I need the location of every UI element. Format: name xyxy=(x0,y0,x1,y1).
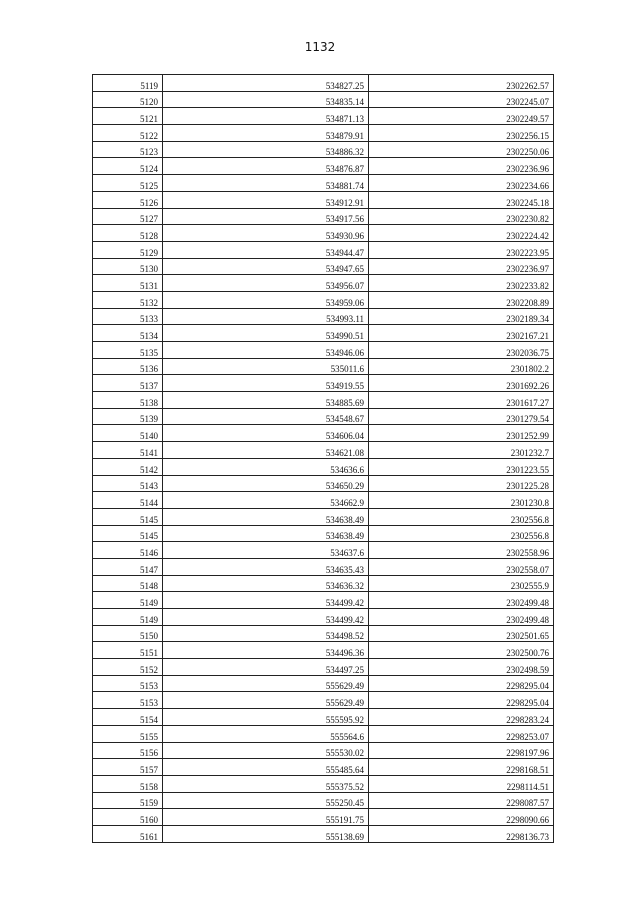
table-row xyxy=(93,91,554,108)
point-id-cell: 5140 xyxy=(93,425,163,442)
x-coordinate-cell: 534621.08 xyxy=(163,442,369,459)
point-id-cell: 5129 xyxy=(93,241,163,258)
table-row xyxy=(93,508,554,525)
table-row xyxy=(93,442,554,459)
point-id-cell: 5121 xyxy=(93,108,163,125)
point-id-cell: 5149 xyxy=(93,592,163,609)
table-row xyxy=(93,675,554,692)
x-coordinate-cell: 534886.32 xyxy=(163,141,369,158)
y-coordinate-cell: 2302558.07 xyxy=(369,558,554,575)
x-coordinate-cell: 534662.9 xyxy=(163,492,369,509)
point-id-cell: 5151 xyxy=(93,642,163,659)
table-row xyxy=(93,208,554,225)
table-row xyxy=(93,291,554,308)
y-coordinate-cell: 2302167.21 xyxy=(369,325,554,342)
x-coordinate-cell: 534638.49 xyxy=(163,525,369,542)
table-row xyxy=(93,609,554,626)
table-row xyxy=(93,408,554,425)
x-coordinate-cell: 534606.04 xyxy=(163,425,369,442)
y-coordinate-cell: 2302234.66 xyxy=(369,175,554,192)
y-coordinate-cell: 2302189.34 xyxy=(369,308,554,325)
x-coordinate-cell: 555564.6 xyxy=(163,725,369,742)
table-row xyxy=(93,709,554,726)
x-coordinate-cell: 555530.02 xyxy=(163,742,369,759)
point-id-cell: 5133 xyxy=(93,308,163,325)
x-coordinate-cell: 534871.13 xyxy=(163,108,369,125)
x-coordinate-cell: 534548.67 xyxy=(163,408,369,425)
x-coordinate-cell: 534636.32 xyxy=(163,575,369,592)
y-coordinate-cell: 2302262.57 xyxy=(369,75,554,92)
y-coordinate-cell: 2301692.26 xyxy=(369,375,554,392)
x-coordinate-cell: 534879.91 xyxy=(163,125,369,142)
x-coordinate-cell: 555485.64 xyxy=(163,759,369,776)
point-id-cell: 5139 xyxy=(93,408,163,425)
table-row xyxy=(93,659,554,676)
table-row xyxy=(93,275,554,292)
y-coordinate-cell: 2298168.51 xyxy=(369,759,554,776)
y-coordinate-cell: 2302224.42 xyxy=(369,225,554,242)
table-row xyxy=(93,325,554,342)
point-id-cell: 5127 xyxy=(93,208,163,225)
point-id-cell: 5152 xyxy=(93,659,163,676)
x-coordinate-cell: 555191.75 xyxy=(163,809,369,826)
x-coordinate-cell: 534835.14 xyxy=(163,91,369,108)
y-coordinate-cell: 2298295.04 xyxy=(369,675,554,692)
x-coordinate-cell: 535011.6 xyxy=(163,358,369,375)
y-coordinate-cell: 2302236.96 xyxy=(369,158,554,175)
table-row xyxy=(93,525,554,542)
table-row xyxy=(93,241,554,258)
y-coordinate-cell: 2302555.9 xyxy=(369,575,554,592)
x-coordinate-cell: 534956.07 xyxy=(163,275,369,292)
coordinates-table-body xyxy=(93,75,554,843)
table-row xyxy=(93,575,554,592)
y-coordinate-cell: 2301252.99 xyxy=(369,425,554,442)
y-coordinate-cell: 2298253.07 xyxy=(369,725,554,742)
table-row xyxy=(93,458,554,475)
y-coordinate-cell: 2301279.54 xyxy=(369,408,554,425)
table-row xyxy=(93,191,554,208)
y-coordinate-cell: 2302498.59 xyxy=(369,659,554,676)
point-id-cell: 5161 xyxy=(93,825,163,842)
point-id-cell: 5147 xyxy=(93,558,163,575)
table-row xyxy=(93,775,554,792)
table-row xyxy=(93,792,554,809)
point-id-cell: 5157 xyxy=(93,759,163,776)
point-id-cell: 5124 xyxy=(93,158,163,175)
point-id-cell: 5145 xyxy=(93,508,163,525)
x-coordinate-cell: 534944.47 xyxy=(163,241,369,258)
table-row xyxy=(93,258,554,275)
point-id-cell: 5153 xyxy=(93,692,163,709)
x-coordinate-cell: 534993.11 xyxy=(163,308,369,325)
coordinates-table xyxy=(92,74,554,843)
point-id-cell: 5137 xyxy=(93,375,163,392)
point-id-cell: 5142 xyxy=(93,458,163,475)
point-id-cell: 5145 xyxy=(93,525,163,542)
table-row xyxy=(93,375,554,392)
point-id-cell: 5125 xyxy=(93,175,163,192)
y-coordinate-cell: 2301225.28 xyxy=(369,475,554,492)
point-id-cell: 5126 xyxy=(93,191,163,208)
y-coordinate-cell: 2302208.89 xyxy=(369,291,554,308)
y-coordinate-cell: 2302245.18 xyxy=(369,191,554,208)
point-id-cell: 5149 xyxy=(93,609,163,626)
x-coordinate-cell: 534635.43 xyxy=(163,558,369,575)
table-row xyxy=(93,625,554,642)
x-coordinate-cell: 534990.51 xyxy=(163,325,369,342)
y-coordinate-cell: 2302250.06 xyxy=(369,141,554,158)
table-row xyxy=(93,592,554,609)
x-coordinate-cell: 534637.6 xyxy=(163,542,369,559)
y-coordinate-cell: 2298136.73 xyxy=(369,825,554,842)
table-row xyxy=(93,759,554,776)
table-row xyxy=(93,475,554,492)
y-coordinate-cell: 2302256.15 xyxy=(369,125,554,142)
point-id-cell: 5132 xyxy=(93,291,163,308)
x-coordinate-cell: 534930.96 xyxy=(163,225,369,242)
point-id-cell: 5135 xyxy=(93,342,163,359)
x-coordinate-cell: 534499.42 xyxy=(163,609,369,626)
y-coordinate-cell: 2302556.8 xyxy=(369,508,554,525)
y-coordinate-cell: 2301802.2 xyxy=(369,358,554,375)
point-id-cell: 5141 xyxy=(93,442,163,459)
x-coordinate-cell: 534947.65 xyxy=(163,258,369,275)
y-coordinate-cell: 2298197.96 xyxy=(369,742,554,759)
table-row xyxy=(93,492,554,509)
point-id-cell: 5123 xyxy=(93,141,163,158)
y-coordinate-cell: 2301232.7 xyxy=(369,442,554,459)
table-row xyxy=(93,342,554,359)
x-coordinate-cell: 534638.49 xyxy=(163,508,369,525)
table-row xyxy=(93,392,554,409)
y-coordinate-cell: 2302230.82 xyxy=(369,208,554,225)
page-number: 1132 xyxy=(304,40,336,54)
point-id-cell: 5153 xyxy=(93,675,163,692)
x-coordinate-cell: 534827.25 xyxy=(163,75,369,92)
point-id-cell: 5136 xyxy=(93,358,163,375)
y-coordinate-cell: 2298090.66 xyxy=(369,809,554,826)
table-row xyxy=(93,642,554,659)
y-coordinate-cell: 2302249.57 xyxy=(369,108,554,125)
x-coordinate-cell: 534496.36 xyxy=(163,642,369,659)
table-row xyxy=(93,358,554,375)
point-id-cell: 5138 xyxy=(93,392,163,409)
point-id-cell: 5155 xyxy=(93,725,163,742)
table-row xyxy=(93,742,554,759)
x-coordinate-cell: 534919.55 xyxy=(163,375,369,392)
table-row xyxy=(93,225,554,242)
table-row xyxy=(93,809,554,826)
x-coordinate-cell: 534946.06 xyxy=(163,342,369,359)
table-row xyxy=(93,125,554,142)
table-row xyxy=(93,692,554,709)
x-coordinate-cell: 555629.49 xyxy=(163,675,369,692)
table-row xyxy=(93,542,554,559)
point-id-cell: 5130 xyxy=(93,258,163,275)
point-id-cell: 5122 xyxy=(93,125,163,142)
y-coordinate-cell: 2298295.04 xyxy=(369,692,554,709)
x-coordinate-cell: 534636.6 xyxy=(163,458,369,475)
x-coordinate-cell: 555375.52 xyxy=(163,775,369,792)
x-coordinate-cell: 534912.91 xyxy=(163,191,369,208)
y-coordinate-cell: 2302556.8 xyxy=(369,525,554,542)
y-coordinate-cell: 2302223.95 xyxy=(369,241,554,258)
y-coordinate-cell: 2301617.27 xyxy=(369,392,554,409)
table-row xyxy=(93,558,554,575)
x-coordinate-cell: 534650.29 xyxy=(163,475,369,492)
x-coordinate-cell: 534499.42 xyxy=(163,592,369,609)
point-id-cell: 5154 xyxy=(93,709,163,726)
table-row xyxy=(93,75,554,92)
x-coordinate-cell: 534498.52 xyxy=(163,625,369,642)
table-row xyxy=(93,425,554,442)
x-coordinate-cell: 534959.06 xyxy=(163,291,369,308)
x-coordinate-cell: 555138.69 xyxy=(163,825,369,842)
point-id-cell: 5146 xyxy=(93,542,163,559)
y-coordinate-cell: 2298114.51 xyxy=(369,775,554,792)
y-coordinate-cell: 2302558.96 xyxy=(369,542,554,559)
x-coordinate-cell: 534885.69 xyxy=(163,392,369,409)
point-id-cell: 5119 xyxy=(93,75,163,92)
point-id-cell: 5148 xyxy=(93,575,163,592)
point-id-cell: 5143 xyxy=(93,475,163,492)
point-id-cell: 5131 xyxy=(93,275,163,292)
point-id-cell: 5128 xyxy=(93,225,163,242)
y-coordinate-cell: 2302245.07 xyxy=(369,91,554,108)
point-id-cell: 5158 xyxy=(93,775,163,792)
x-coordinate-cell: 555250.45 xyxy=(163,792,369,809)
table-row xyxy=(93,175,554,192)
table-row xyxy=(93,108,554,125)
y-coordinate-cell: 2302499.48 xyxy=(369,609,554,626)
table-row xyxy=(93,141,554,158)
point-id-cell: 5120 xyxy=(93,91,163,108)
y-coordinate-cell: 2298283.24 xyxy=(369,709,554,726)
table-row xyxy=(93,725,554,742)
y-coordinate-cell: 2301223.55 xyxy=(369,458,554,475)
point-id-cell: 5160 xyxy=(93,809,163,826)
y-coordinate-cell: 2302501.65 xyxy=(369,625,554,642)
point-id-cell: 5159 xyxy=(93,792,163,809)
point-id-cell: 5144 xyxy=(93,492,163,509)
table-row xyxy=(93,825,554,842)
y-coordinate-cell: 2302036.75 xyxy=(369,342,554,359)
x-coordinate-cell: 534497.25 xyxy=(163,659,369,676)
y-coordinate-cell: 2298087.57 xyxy=(369,792,554,809)
y-coordinate-cell: 2302500.76 xyxy=(369,642,554,659)
table-row xyxy=(93,158,554,175)
x-coordinate-cell: 534881.74 xyxy=(163,175,369,192)
point-id-cell: 5150 xyxy=(93,625,163,642)
x-coordinate-cell: 534917.56 xyxy=(163,208,369,225)
y-coordinate-cell: 2302499.48 xyxy=(369,592,554,609)
y-coordinate-cell: 2302236.97 xyxy=(369,258,554,275)
x-coordinate-cell: 555595.92 xyxy=(163,709,369,726)
table-row xyxy=(93,308,554,325)
x-coordinate-cell: 555629.49 xyxy=(163,692,369,709)
y-coordinate-cell: 2302233.82 xyxy=(369,275,554,292)
point-id-cell: 5134 xyxy=(93,325,163,342)
point-id-cell: 5156 xyxy=(93,742,163,759)
x-coordinate-cell: 534876.87 xyxy=(163,158,369,175)
y-coordinate-cell: 2301230.8 xyxy=(369,492,554,509)
